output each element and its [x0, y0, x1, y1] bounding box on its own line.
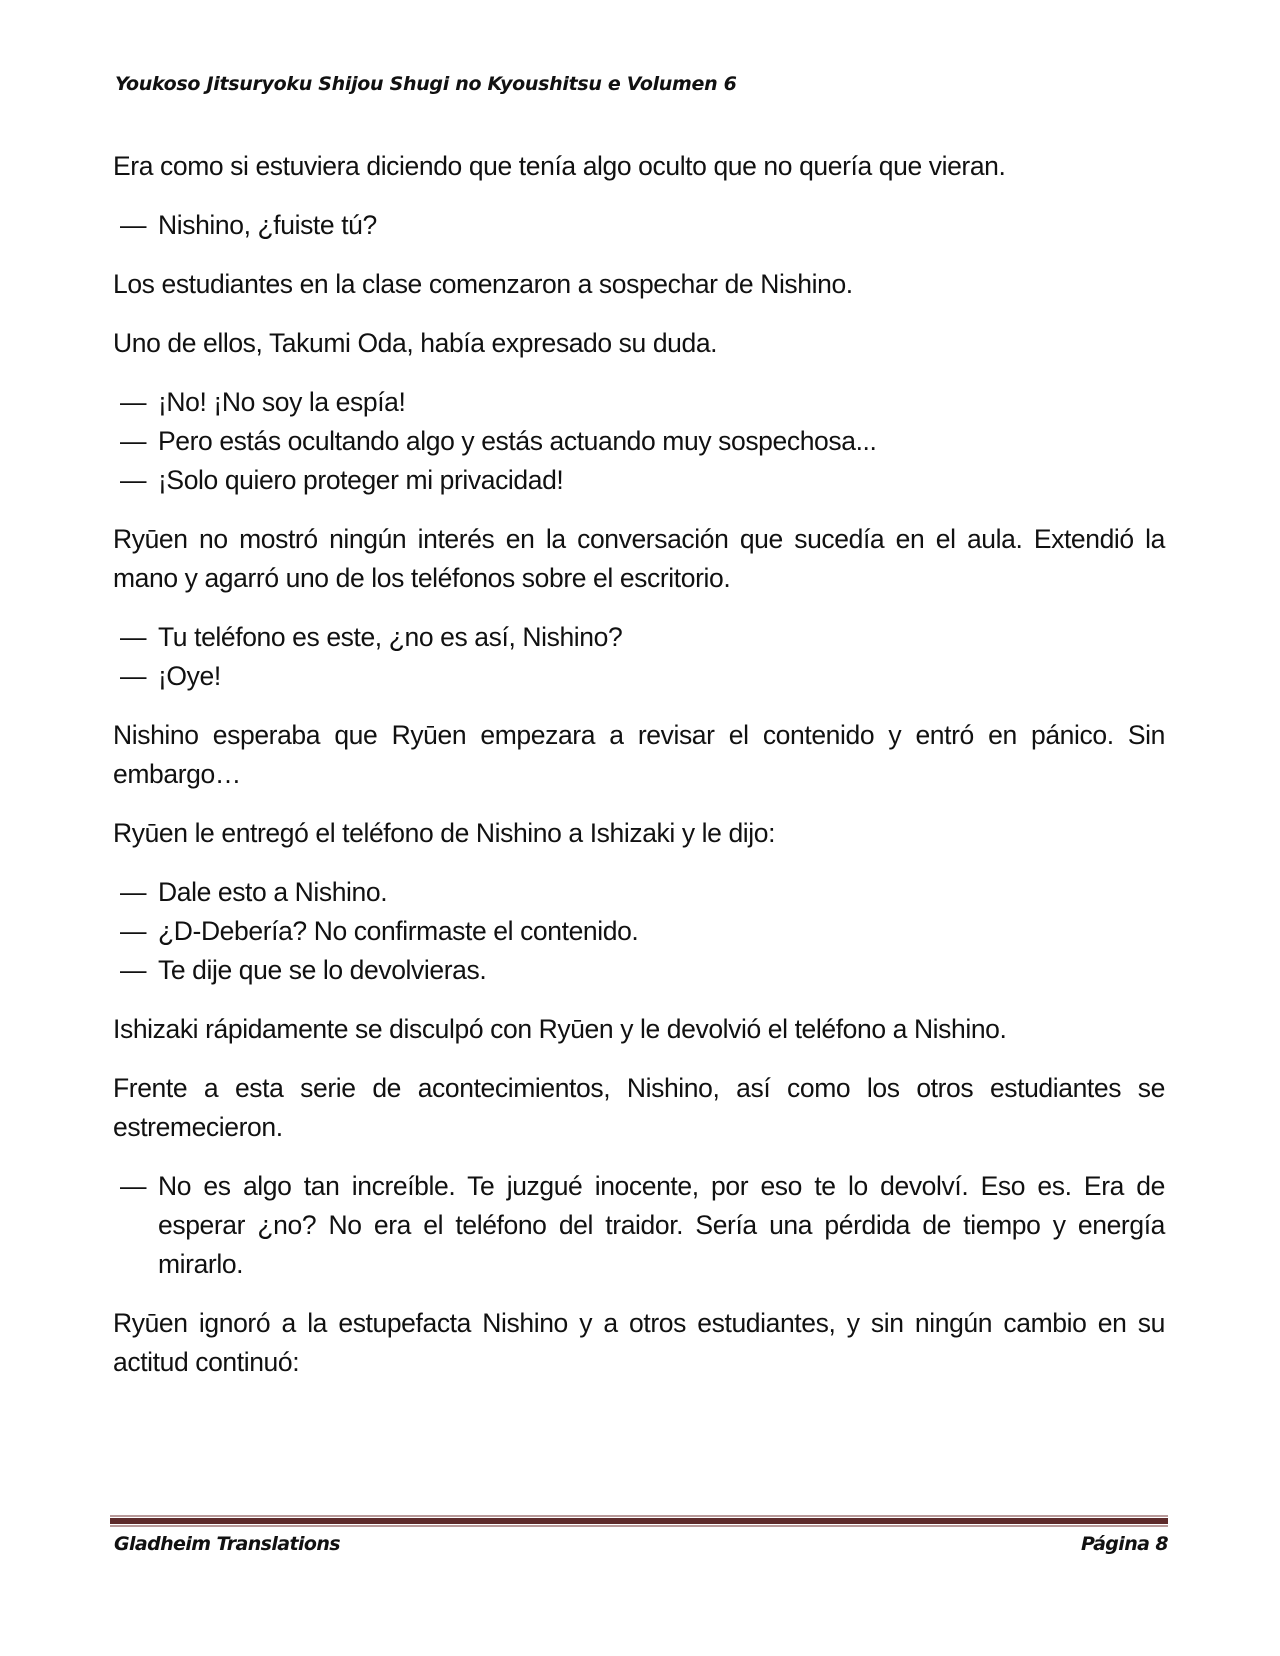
dialogue-block — [113, 618, 1165, 696]
dash: — — [120, 877, 147, 907]
paragraph: Ryūen le entregó el teléfono de Nishino a Ishizaki y le dijo: — [113, 818, 776, 848]
dialogue-block — [113, 873, 1165, 990]
dash: — — [120, 1171, 147, 1201]
paragraph: Uno de ellos, Takumi Oda, había expresado su duda. — [113, 328, 718, 358]
dash: — — [120, 210, 147, 240]
dialogue-line: — ¡Solo quiero proteger mi privacidad! — [113, 461, 1165, 500]
dialogue-line: — Nishino, ¿fuiste tú? — [113, 206, 1165, 245]
dash: — — [120, 387, 147, 417]
page-body — [113, 147, 1165, 1402]
dialogue-line: — Dale esto a Nishino. — [113, 873, 1165, 912]
dialogue-block — [113, 206, 1165, 245]
dialogue-line: — Te dije que se lo devolvieras. — [113, 951, 1165, 990]
dash: — — [120, 426, 147, 456]
paragraph: Era como si estuviera diciendo que tenía algo oculto que no quería que vieran. — [113, 151, 1006, 181]
dash: — — [120, 661, 147, 691]
paragraph: Ryūen no mostró ningún interés en la conversación que sucedía en el aula. Extendió la mano y agarró uno de los teléfonos sobre el escritorio. — [113, 524, 1165, 593]
paragraph: Frente a esta serie de acontecimientos, Nishino, así como los otros estudiantes se estremecieron. — [113, 1073, 1165, 1142]
dash: — — [120, 465, 147, 495]
running-header: Youkoso Jitsuryoku Shijou Shugi no Kyoushitsu e Volumen 6 — [115, 73, 737, 95]
dash: — — [120, 622, 147, 652]
dialogue-block — [113, 383, 1165, 500]
footer-divider — [110, 1515, 1168, 1527]
dash: — — [120, 955, 147, 985]
footer-credit: Gladheim Translations — [114, 1533, 340, 1555]
dialogue-line: — ¡Oye! — [113, 657, 1165, 696]
paragraph: Ishizaki rápidamente se disculpó con Ryūen y le devolvió el teléfono a Nishino. — [113, 1014, 1007, 1044]
paragraph: Los estudiantes en la clase comenzaron a sospechar de Nishino. — [113, 269, 853, 299]
dialogue-line: — ¿D-Debería? No confirmaste el contenido. — [113, 912, 1165, 951]
dialogue-block — [113, 1167, 1165, 1284]
paragraph: Ryūen ignoró a la estupefacta Nishino y a otros estudiantes, y sin ningún cambio en su actitud continuó: — [113, 1308, 1165, 1377]
dialogue-line: — No es algo tan increíble. Te juzgué inocente, por eso te lo devolví. Eso es. Era de esperar ¿no? No era el teléfono del traidor. Sería una pérdida de tiempo y energía mirarlo. — [113, 1167, 1165, 1284]
page-number: Página 8 — [1080, 1533, 1168, 1555]
dialogue-line: — ¡No! ¡No soy la espía! — [113, 383, 1165, 422]
dialogue-line: — Tu teléfono es este, ¿no es así, Nishino? — [113, 618, 1165, 657]
paragraph: Nishino esperaba que Ryūen empezara a revisar el contenido y entró en pánico. Sin embargo… — [113, 720, 1165, 789]
dash: — — [120, 916, 147, 946]
dialogue-line: — Pero estás ocultando algo y estás actuando muy sospechosa... — [113, 422, 1165, 461]
